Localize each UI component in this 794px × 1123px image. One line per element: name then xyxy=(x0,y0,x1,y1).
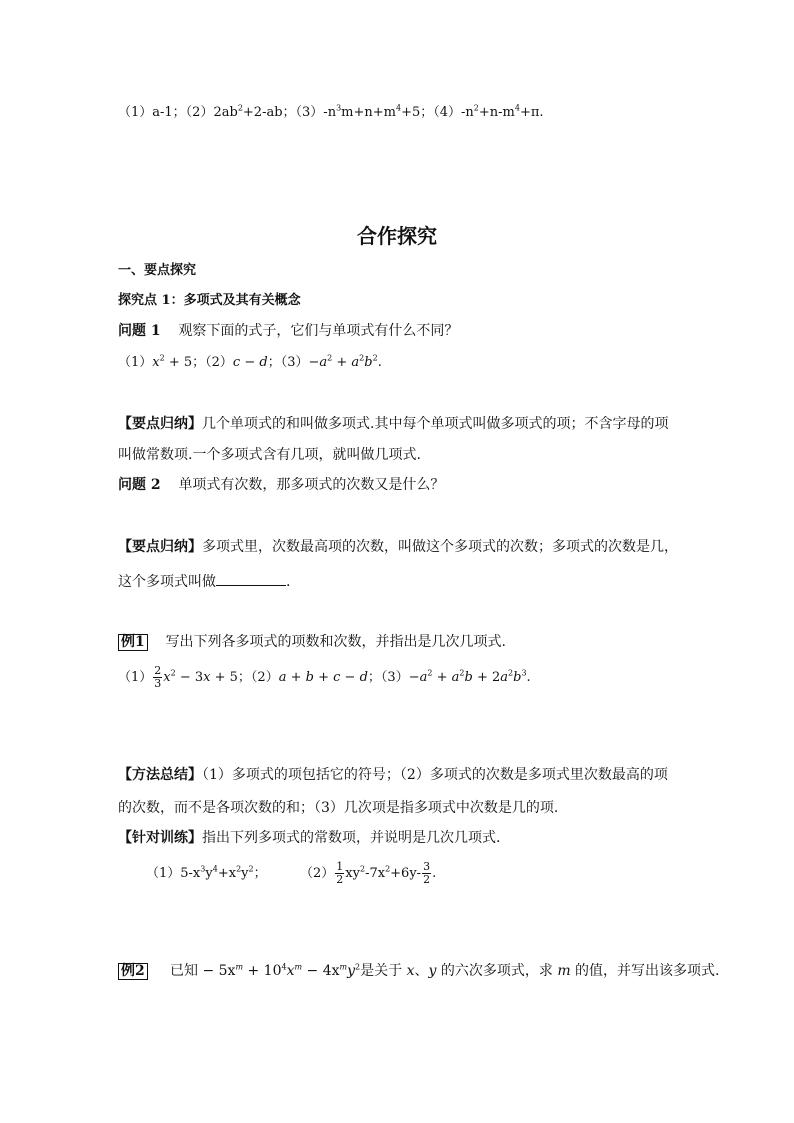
key-summary-label: 【要点归纳】 xyxy=(118,416,202,432)
question-1 xyxy=(118,322,458,340)
example-1 xyxy=(118,633,506,651)
key-summary-2-line2: 这个多项式叫做 . xyxy=(118,571,290,591)
key-summary-1-line2: 叫做常数项.一个多项式含有几项，就叫做几项式. xyxy=(118,447,421,463)
question-1-label: 问题 1 xyxy=(118,323,161,339)
method-summary: 【方法总结】（1）多项式的项包括它的符号；（2）多项式的次数是多项式里次数最高的项 xyxy=(118,767,668,783)
problem-list-line: （1）a-1；$(2)2ab^2+2-ab$；$(3)-n^3m+n+m^4+5$；$(4)-n^2+n-m^4+\pi$. xyxy=(118,103,544,120)
example-1-expressions: （1） $\frac{2}{3}$ $x^2 - 3x + 5$；（2）a + b + c − d；$(3)-a^2 + a^2b + 2a^2b^3$. xyxy=(118,664,531,690)
fraction: $\frac{3}{2}$ xyxy=(423,860,431,886)
question-2-text: 单项式有次数，那多项式的次数又是什么？ xyxy=(178,477,445,493)
question-2 xyxy=(118,476,444,494)
method-summary-line2: 的次数，而不是各项次数的和；（3）几次项是指多项式中次数是几的项. xyxy=(118,800,559,816)
example-1-label: 例1 xyxy=(118,634,148,651)
question-2-label: 问题 2 xyxy=(118,477,161,493)
training-label: 【针对训练】 xyxy=(118,830,202,846)
answer-blank[interactable] xyxy=(216,571,286,586)
training: 【针对训练】指出下列多项式的常数项，并说明是几次几项式. xyxy=(118,830,501,846)
fraction: $\frac{1}{2}$ xyxy=(336,860,344,886)
fraction: $\frac{2}{3}$ xyxy=(154,664,162,690)
question-1-expressions: $(1)x^2 + 5$；（2）c − d；$(3)-a^2 + a^2b^2$. xyxy=(118,353,382,370)
key-summary-1: 【要点归纳】几个单项式的和叫做多项式.其中每个单项式叫做多项式的项；不含字母的项 xyxy=(118,416,669,432)
page-title: 合作探究 xyxy=(357,224,437,248)
key-summary-2: 【要点归纳】多项式里，次数最高项的次数，叫做这个多项式的次数；多项式的次数是几， xyxy=(118,539,678,555)
training-item-1: $(1)5-x^3y^4+x^2y^2$； xyxy=(146,864,267,881)
section-heading: 一、要点探究 xyxy=(118,263,197,278)
key-summary-label: 【要点归纳】 xyxy=(118,539,202,555)
method-summary-label: 【方法总结】 xyxy=(118,767,202,783)
example-1-text: 写出下列各多项式的项数和次数，并指出是几次几项式. xyxy=(165,634,507,650)
training-item-2: （2） $\frac{1}{2}$ $xy^2-7x^2+6y-$ $\frac{3}{2}$ . xyxy=(300,860,437,886)
example-2-label: 例2 xyxy=(118,963,148,980)
question-1-text: 观察下面的式子，它们与单项式有什么不同？ xyxy=(178,323,459,339)
explore-point-heading: 探究点 1：多项式及其有关概念 xyxy=(118,293,301,308)
example-2: 例2 已知 − $5x^m + 10^4x^m - 4x^my^2$是关于 x、y 的六次多项式，求 m 的值，并写出该多项式. xyxy=(118,962,720,980)
